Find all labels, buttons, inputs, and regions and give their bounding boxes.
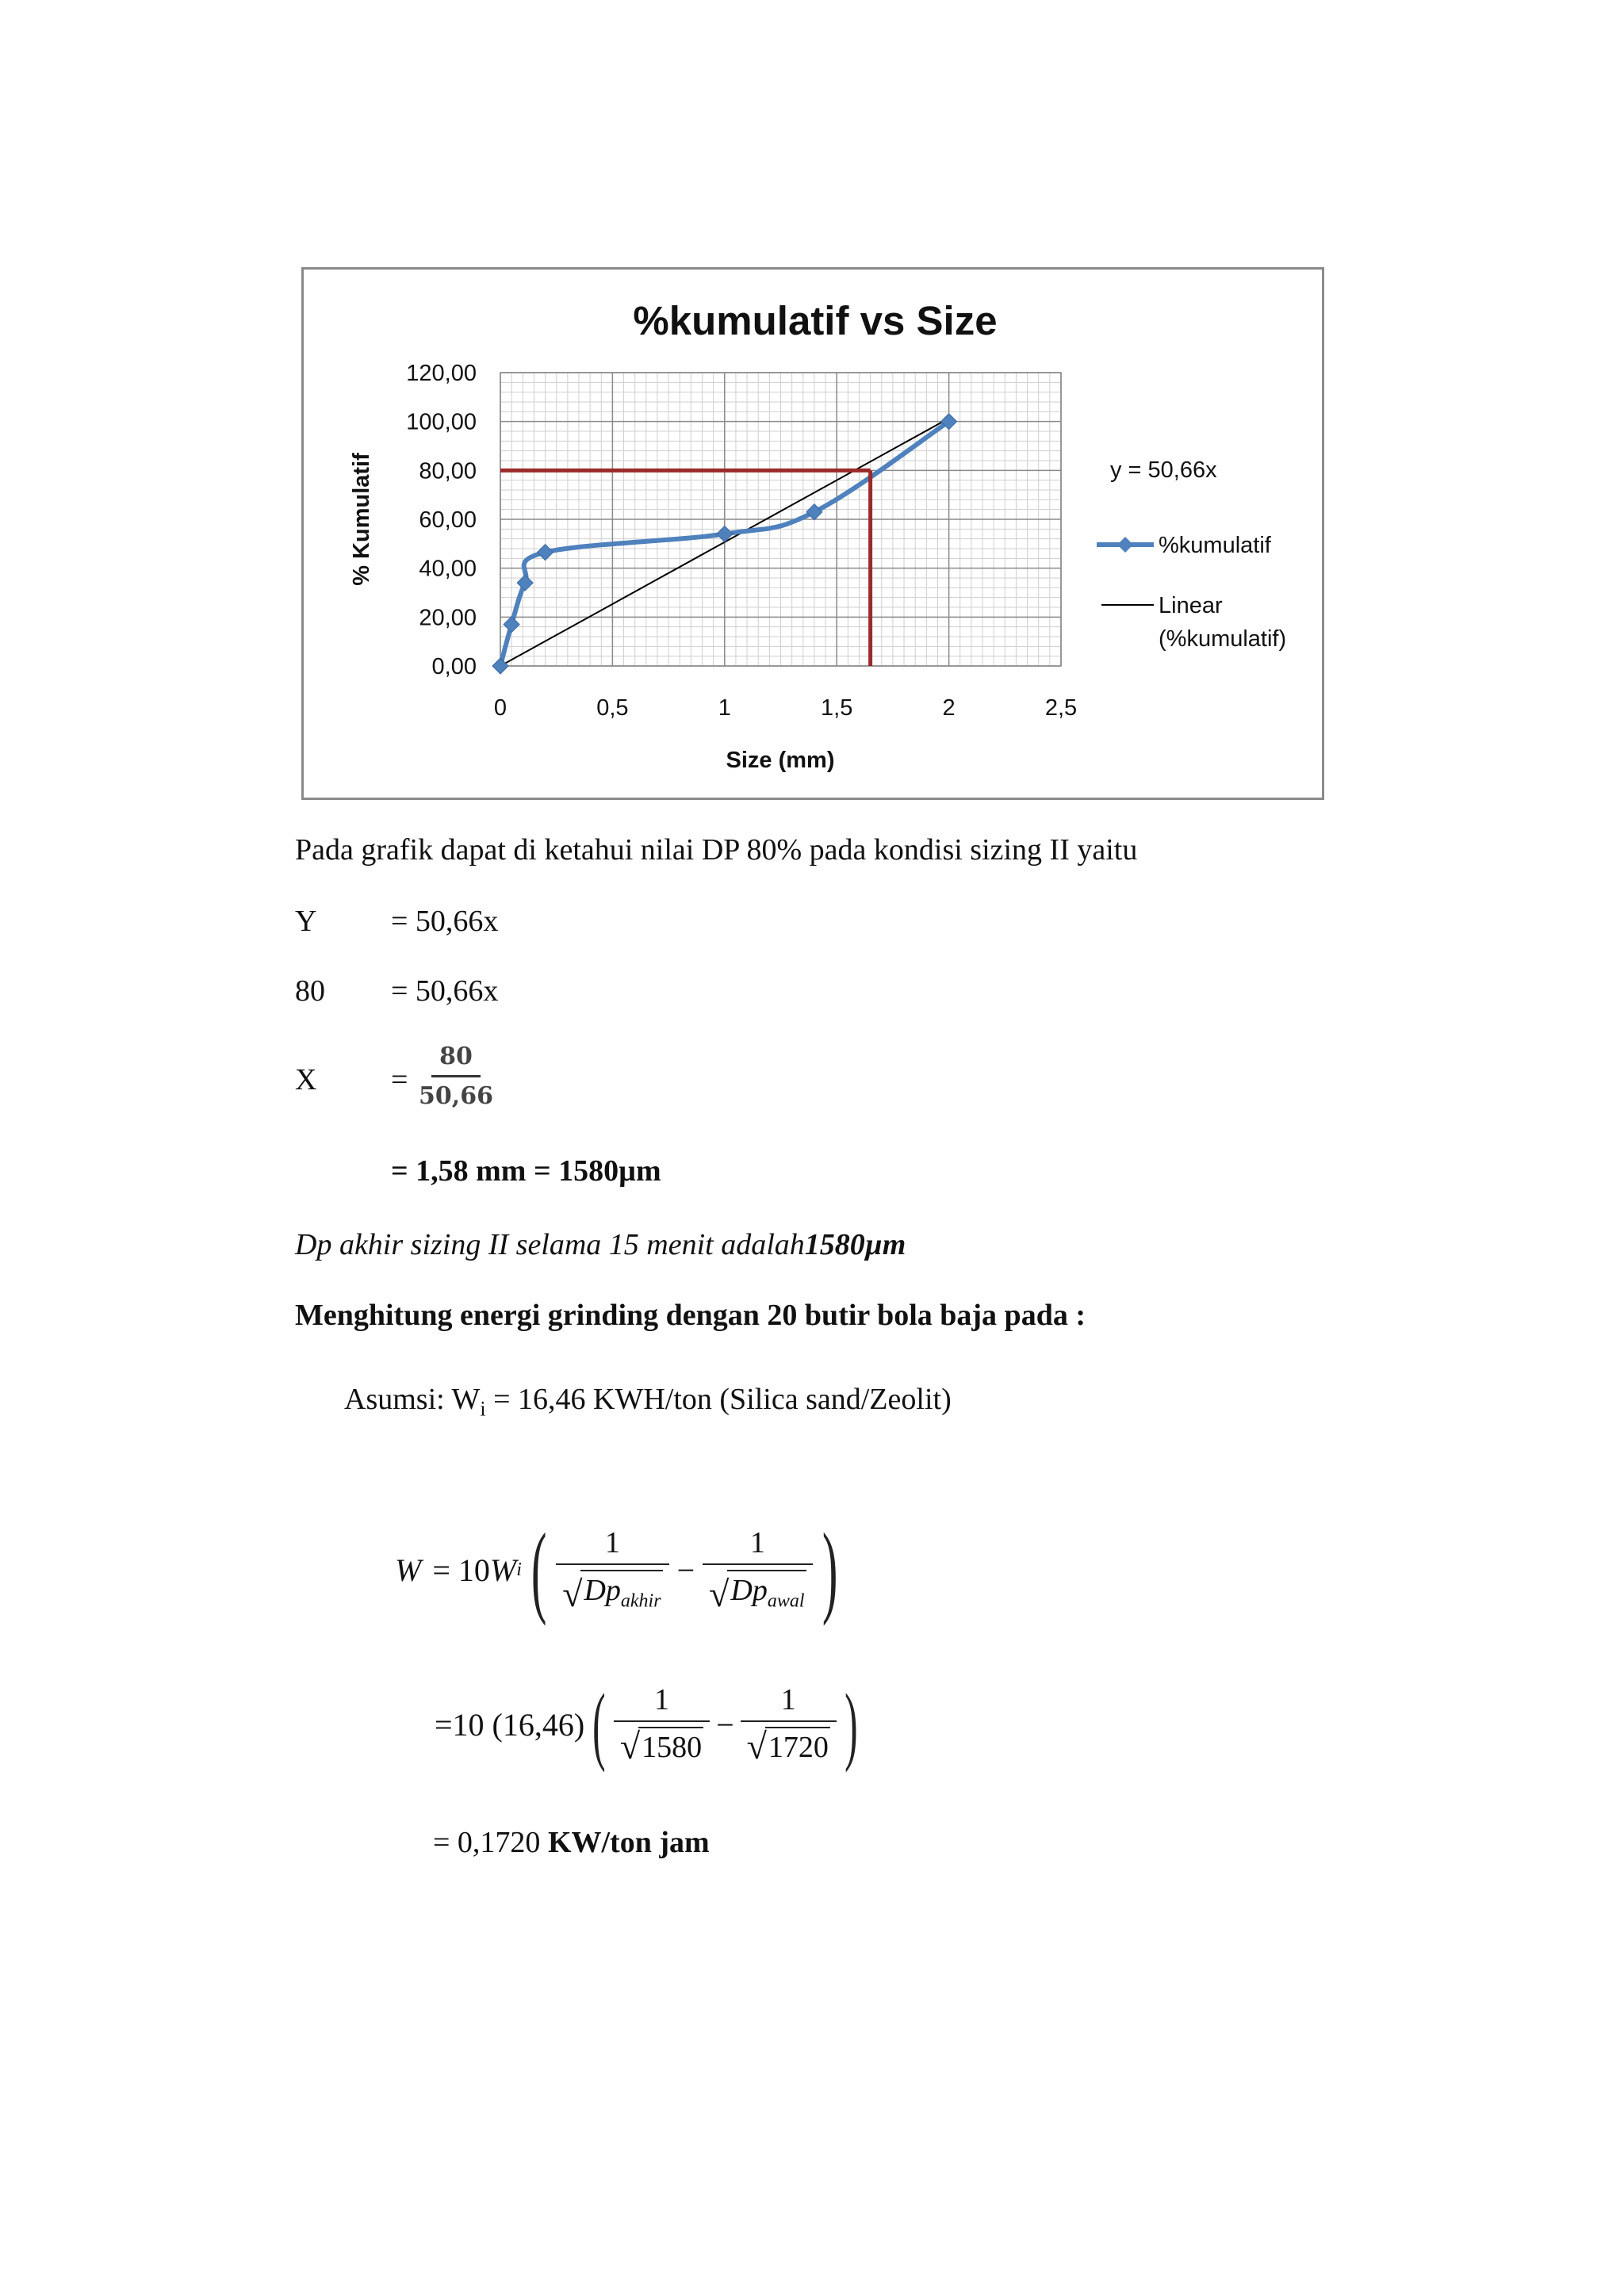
substitution-minus: −	[716, 1706, 734, 1743]
final-result	[433, 1825, 710, 1862]
y-tick-label: 0,00	[431, 654, 477, 679]
formula-open-paren: (	[530, 1513, 547, 1627]
substitution-close-paren: )	[844, 1676, 858, 1773]
eq1-right: = 50,66x	[391, 905, 499, 938]
formula-close-paren: )	[822, 1513, 837, 1627]
formula-frac-awal-num: 1	[749, 1526, 765, 1560]
substitution-frac-1720-num: 1	[780, 1683, 796, 1716]
fraction-denominator: 50,66	[419, 1082, 493, 1110]
chart-svg	[304, 270, 1322, 798]
fraction-80-over-5066	[411, 1043, 501, 1110]
eq3-left: X	[295, 1063, 317, 1096]
formula-frac-awal	[703, 1525, 812, 1614]
legend-kumulatif-marker	[1117, 537, 1133, 553]
formula-frac-akhir-num: 1	[604, 1526, 620, 1560]
dp-value: 1580µm	[804, 1228, 906, 1261]
final-prefix: = 0,1720	[433, 1826, 548, 1859]
formula-wi: W	[489, 1552, 517, 1588]
x-tick-label: 2,5	[1044, 695, 1078, 721]
formula-frac-akhir	[556, 1525, 668, 1614]
y-tick-label: 20,00	[419, 605, 477, 631]
y-tick-label: 120,00	[406, 361, 477, 386]
x-axis-label: Size (mm)	[726, 748, 835, 773]
substitution-frac-1580	[614, 1682, 710, 1766]
dp-akhir-label: Dp	[584, 1574, 621, 1608]
formula-frac-awal-den: √ $Dp_{awal}$	[703, 1563, 812, 1614]
x-tick-label: 0,5	[596, 695, 629, 721]
chart-frame	[301, 267, 1324, 800]
x-tick-label: 1,5	[821, 695, 853, 721]
fraction-numerator: 80	[431, 1043, 481, 1077]
substitution-open-paren: (	[592, 1676, 606, 1773]
assumption-prefix: Asumsi: W	[344, 1383, 481, 1416]
dp-awal-label: Dp	[730, 1574, 768, 1608]
eq2-right: = 50,66x	[391, 974, 499, 1008]
eq3-equals: =	[391, 1063, 408, 1096]
assumption-rest: = 16,46 KWH/ton (Silica sand/Zeolit)	[485, 1383, 952, 1416]
substitution-frac-1580-den: √ 1580	[614, 1720, 710, 1766]
formula-w: W	[395, 1552, 422, 1588]
energy-formula	[395, 1513, 847, 1627]
section-heading: Menghitung energi grinding dengan 20 butir bola baja pada :	[295, 1299, 1086, 1332]
legend-kumulatif-label: %kumulatif	[1159, 533, 1271, 558]
formula-wi-sub: i	[516, 1559, 522, 1580]
y-tick-label: 40,00	[419, 556, 477, 582]
final-unit: KW/ton jam	[547, 1826, 710, 1859]
legend-linear-label-1: Linear	[1159, 593, 1223, 618]
formula-frac-akhir-den: √ $Dp_{akhir}$	[556, 1563, 668, 1614]
value-1580: 1580	[638, 1727, 703, 1765]
assumption-line	[344, 1382, 952, 1422]
intro-paragraph: Pada grafik dapat di ketahui nilai DP 80% pada kondisi sizing II yaitu	[295, 833, 1138, 867]
formula-eq10: = 10	[432, 1552, 490, 1588]
dp-sentence-text: Dp akhir sizing II selama 15 menit adalah	[295, 1228, 805, 1261]
substitution-frac-1580-num: 1	[653, 1683, 669, 1716]
eq2-left: 80	[295, 974, 325, 1008]
substitution-frac-1720-den: √ 1720	[741, 1720, 837, 1766]
y-tick-label: 60,00	[419, 507, 477, 533]
y-axis-label: % Kumulatif	[349, 453, 374, 586]
legend-linear-label-2: (%kumulatif)	[1159, 626, 1287, 652]
eq1-left: Y	[295, 905, 317, 938]
dp-sentence	[295, 1227, 906, 1264]
data-point-marker	[517, 575, 533, 591]
awal-sub: awal	[767, 1590, 805, 1612]
formula-minus: −	[676, 1552, 695, 1588]
trendline-equation: y = 50,66x	[1110, 457, 1217, 483]
x-tick-label: 1	[718, 695, 731, 721]
x-tick-label: 2	[942, 695, 956, 721]
data-point-marker	[538, 545, 553, 561]
energy-substitution	[435, 1676, 866, 1773]
data-point-marker	[492, 658, 508, 674]
assumption-sub: i	[480, 1397, 486, 1421]
value-1720: 1720	[765, 1727, 830, 1765]
akhir-sub: akhir	[620, 1590, 661, 1612]
y-tick-label: 100,00	[406, 409, 477, 435]
x-tick-label: 0	[493, 695, 508, 721]
chart-title: %kumulatif vs Size	[633, 298, 998, 343]
result-line: = 1,58 mm = 1580µm	[391, 1154, 661, 1188]
y-tick-label: 80,00	[419, 458, 477, 484]
substitution-prefix: =10 (16,46)	[435, 1706, 585, 1743]
substitution-frac-1720	[741, 1682, 837, 1766]
data-point-marker	[504, 617, 519, 633]
